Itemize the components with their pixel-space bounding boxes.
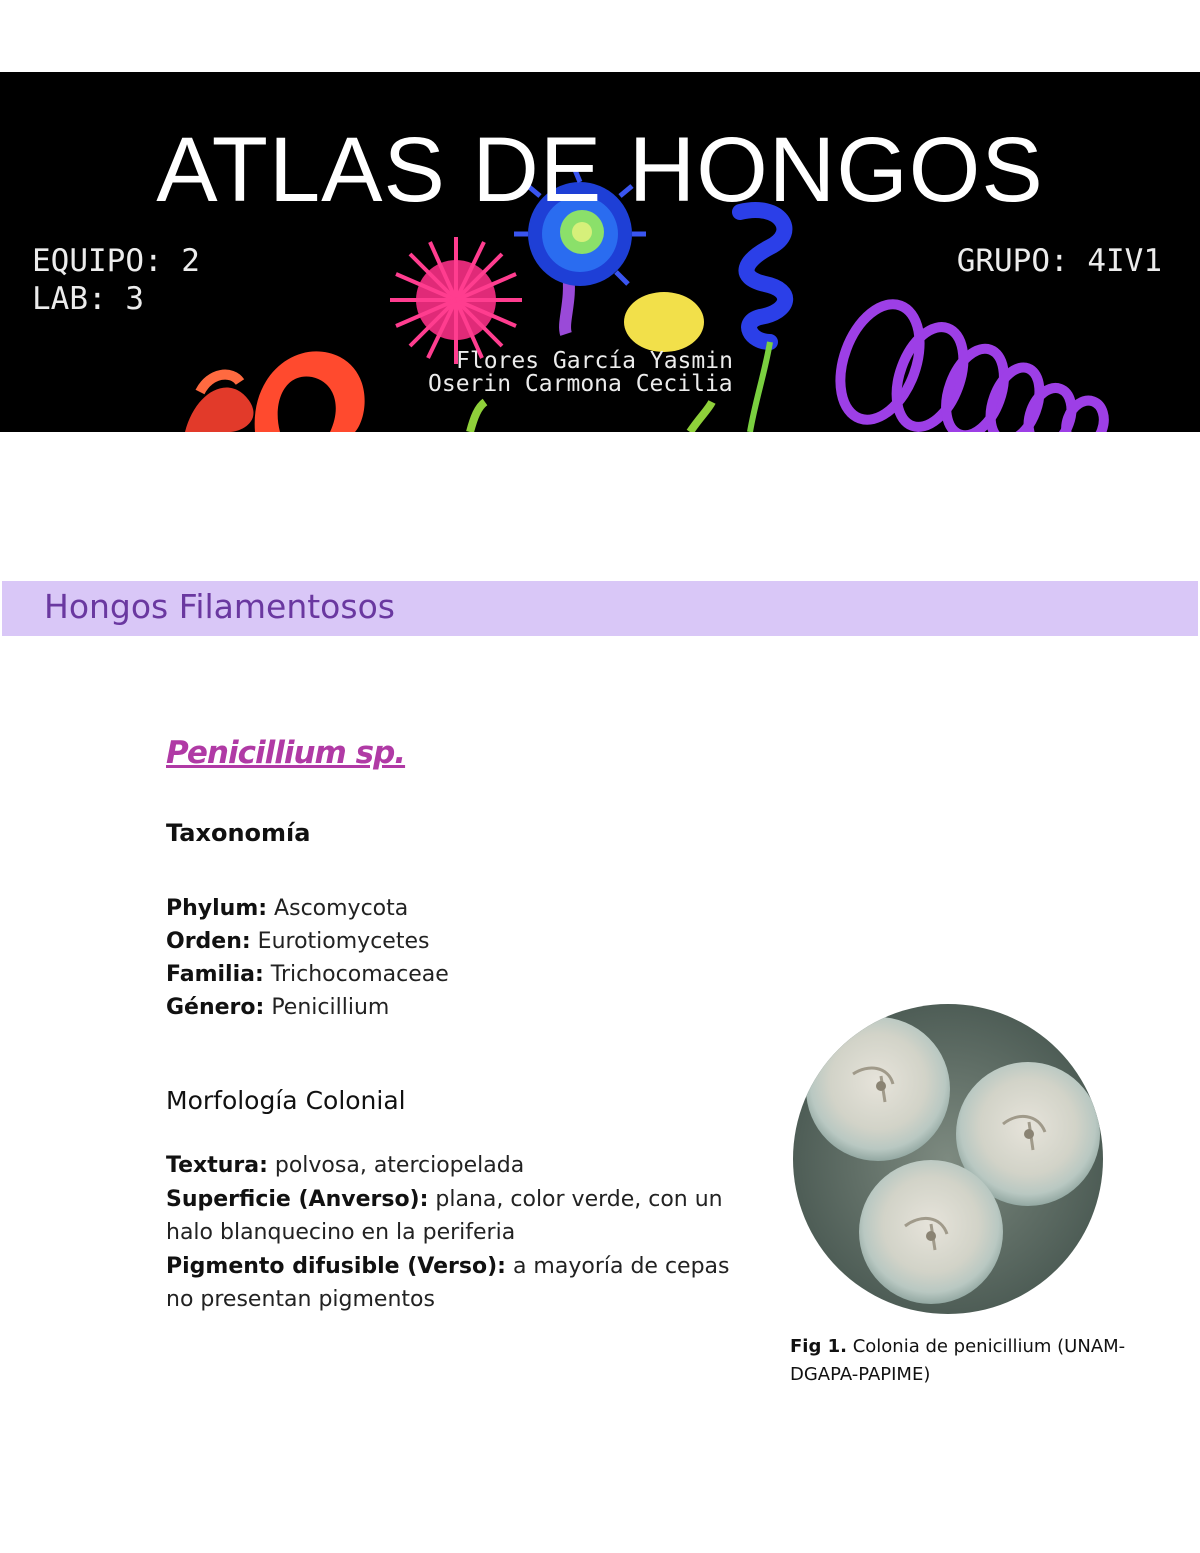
colony-shape (859, 1160, 1003, 1304)
morphology-label: Pigmento difusible (Verso): (166, 1253, 506, 1279)
team-label: EQUIPO: 2 (32, 243, 200, 279)
author-name: Oserin Carmona Cecilia (428, 371, 733, 397)
morphology-value: plana, color verde, con un halo blanquecino en la periferia (166, 1186, 723, 1245)
yellow-blob-shape (624, 292, 704, 352)
lab-label: LAB: 3 (32, 281, 144, 317)
header-banner (0, 72, 1200, 432)
taxonomy-row (166, 892, 408, 925)
taxonomy-label: Familia: (166, 962, 264, 987)
atlas-title: ATLAS DE HONGOS (156, 119, 1044, 221)
taxonomy-value: Penicillium (264, 995, 390, 1020)
taxonomy-value: Trichocomaceae (263, 962, 449, 987)
taxonomy-value: Eurotiomycetes (250, 929, 430, 954)
purple-coil-shape (826, 293, 1110, 432)
pink-spore-shape (390, 237, 522, 364)
colony-photo (793, 1004, 1103, 1314)
section-title: Hongos Filamentosos (44, 587, 395, 626)
morphology-value: polvosa, aterciopelada (267, 1153, 525, 1178)
author-name: Flores García Yasmin (456, 348, 733, 374)
taxonomy-label: Phylum: (166, 896, 268, 921)
red-swirl-shape (185, 351, 365, 432)
figure-caption (790, 1333, 1130, 1389)
morphology-heading: Morfología Colonial (166, 1086, 406, 1115)
blue-coil-shape (740, 210, 785, 432)
group-label: GRUPO: 4IV1 (956, 243, 1162, 279)
morphology-description (166, 1149, 746, 1317)
species-title: Penicillium sp. (166, 735, 406, 771)
taxonomy-row (166, 925, 429, 958)
taxonomy-value: Ascomycota (267, 896, 409, 921)
taxonomy-label: Género: (166, 995, 265, 1020)
section-header (2, 581, 1198, 636)
taxonomy-row (166, 958, 449, 991)
colony-shape (806, 1017, 950, 1161)
morphology-label: Textura: (166, 1153, 268, 1178)
caption-text: Colonia de penicillium (UNAM-DGAPA-PAPIME) (790, 1336, 1126, 1385)
morphology-value: a mayoría de cepas no presentan pigmentos (166, 1253, 730, 1312)
green-stem-shape (470, 402, 712, 432)
morphology-label: Superficie (Anverso): (166, 1186, 429, 1212)
taxonomy-label: Orden: (166, 929, 251, 954)
taxonomy-heading: Taxonomía (166, 819, 311, 847)
taxonomy-row (166, 991, 389, 1024)
caption-label: Fig 1. (790, 1336, 847, 1357)
